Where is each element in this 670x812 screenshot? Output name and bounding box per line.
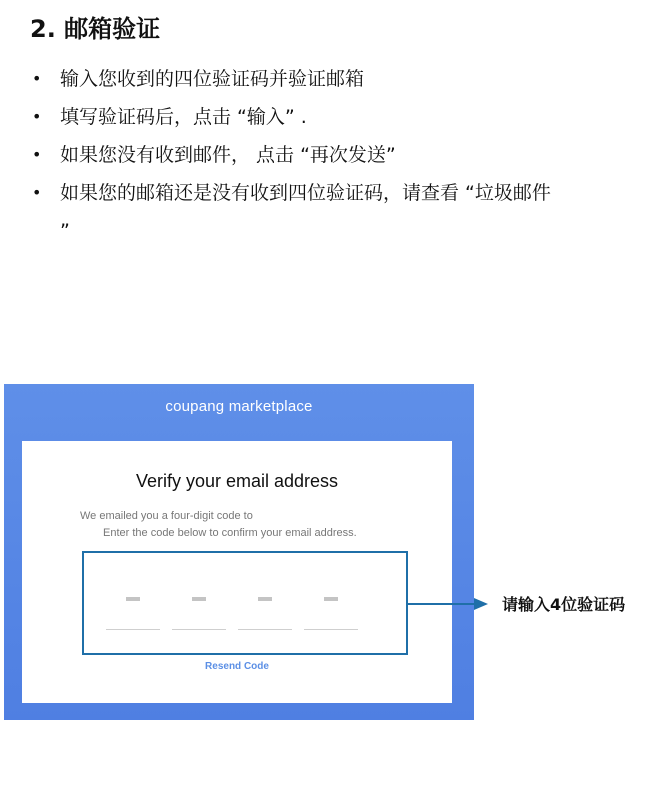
- list-item-wrap-text: ”: [60, 220, 70, 242]
- list-item: [28, 60, 648, 98]
- list-item-text: 如果您的邮箱还是没有收到四位验证码，请查看 “垃圾邮件: [60, 182, 551, 204]
- list-item: [28, 136, 648, 174]
- bullet-dot-icon: •: [32, 183, 42, 202]
- section-heading: 2. 邮箱验证: [30, 15, 161, 43]
- verify-title: Verify your email address: [135, 471, 339, 491]
- list-item-text: 如果您没有收到邮件， 点击 “再次发送”: [60, 144, 396, 166]
- brand-logo: coupang marketplace: [165, 398, 313, 415]
- right-arrow-icon: [408, 597, 488, 611]
- list-item: [28, 174, 648, 250]
- code-highlight-box: [82, 551, 408, 655]
- bullet-dot-icon: •: [32, 107, 42, 126]
- list-item-text: 填写验证码后，点击 “输入” .: [60, 106, 307, 128]
- verify-instruction-1: We emailed you a four-digit code to: [80, 510, 253, 522]
- resend-code-link[interactable]: Resend Code: [205, 661, 269, 672]
- list-item: [28, 98, 648, 136]
- list-item-text: 输入您收到的四位验证码并验证邮箱: [60, 68, 365, 90]
- instruction-list: [28, 60, 648, 250]
- verify-instruction-2: Enter the code below to confirm your email address.: [103, 527, 357, 539]
- bullet-dot-icon: •: [32, 69, 42, 88]
- bullet-dot-icon: •: [32, 145, 42, 164]
- callout-label: 请输入4位验证码: [502, 595, 626, 614]
